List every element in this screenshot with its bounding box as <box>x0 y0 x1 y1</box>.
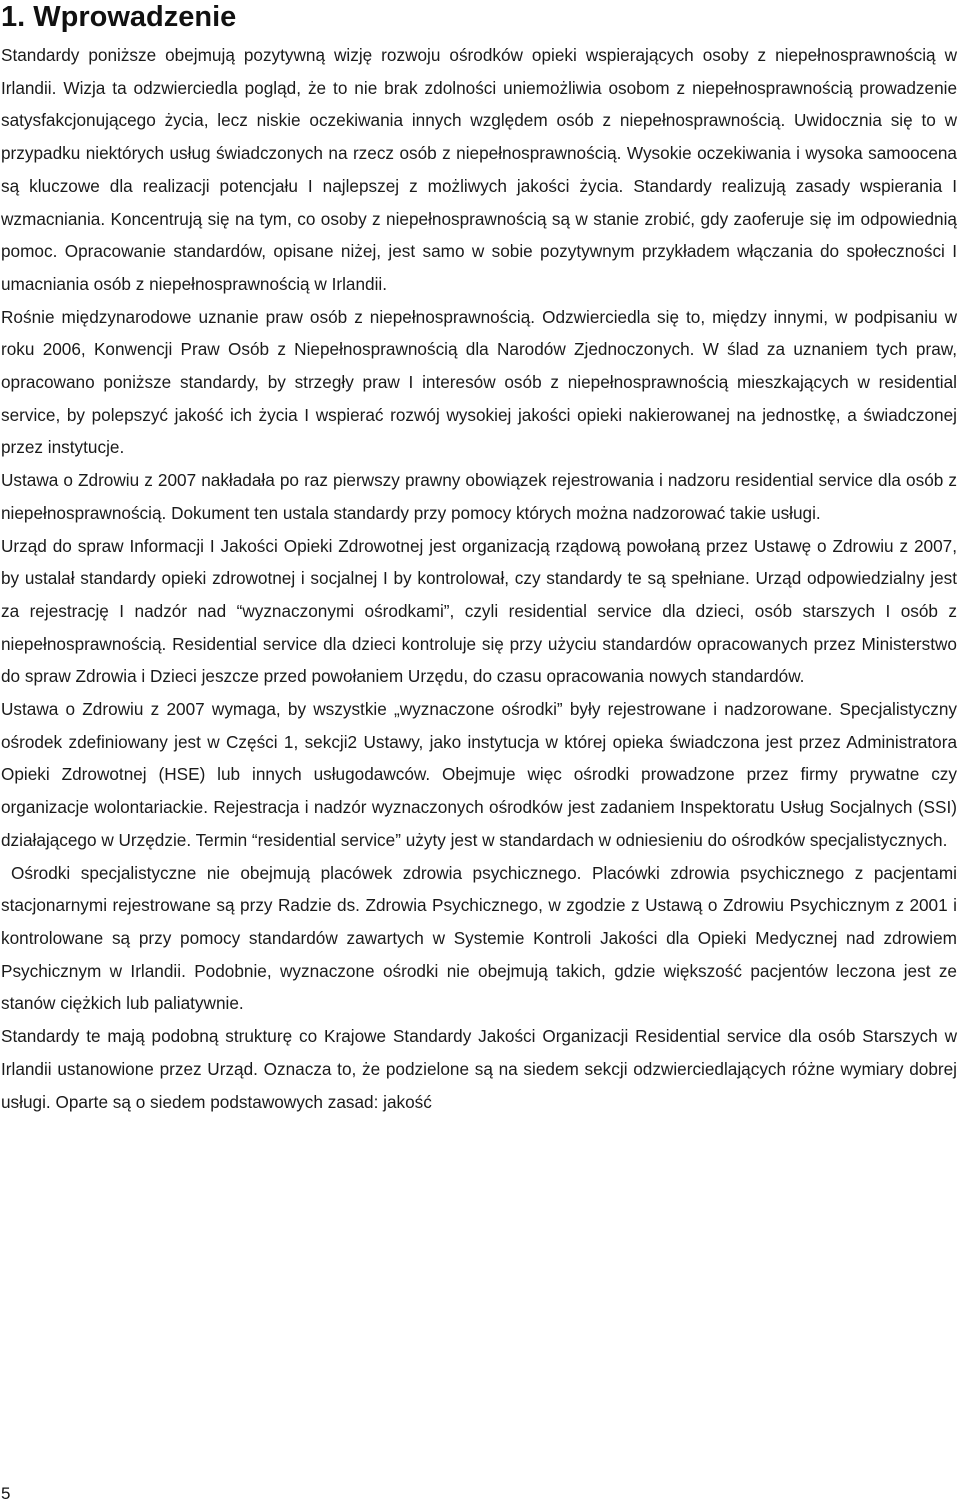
body-text <box>1 39 957 1118</box>
paragraph-3: Ustawa o Zdrowiu z 2007 nakładała po raz pierwszy prawny obowiązek rejestrowania i nadzoru residential service dla osób z niepełnosprawnością. Dokument ten ustala standardy przy pomocy których można nadzorować takie usługi. <box>1 470 957 523</box>
section-heading: 1. Wprowadzenie <box>1 1 237 33</box>
paragraph-5: Ustawa o Zdrowiu z 2007 wymaga, by wszystkie „wyznaczone ośrodki” były rejestrowane i nadzorowane. Specjalistyczny ośrodek zdefiniowany jest w Części 1, sekcji2 Ustawy, jako instytucja w której opieka świadczona jest przez Administratora Opieki Zdrowotnej (HSE) lub innych usługodawców. Obejmuje więc ośrodki prowadzone przez firmy prywatne czy organizacje wolontariackie. Rejestracja i nadzór wyznaczonych ośrodków jest zadaniem Inspektoratu Usług Socjalnych (SSI) działającego w Urzędzie. Termin “residential service” użyty jest w standardach w odniesieniu do ośrodków specjalistycznych. <box>1 699 957 850</box>
paragraph-4: Urząd do spraw Informacji I Jakości Opieki Zdrowotnej jest organizacją rządową powołaną przez Ustawę o Zdrowiu z 2007, by ustalał standardy opieki zdrowotnej i socjalnej I by kontrolował, czy standardy te są spełniane. Urząd odpowiedzialny jest za rejestrację I nadzór nad “wyznaczonymi ośrodkami”, czyli residential service dla dzieci, osób starszych I osób z niepełnosprawnością. Residential service dla dzieci kontroluje się przy użyciu standardów opracowanych przez Ministerstwo do spraw Zdrowia i Dzieci jeszcze przed powołaniem Urzędu, do czasu opracowania nowych standardów. <box>1 535 957 687</box>
paragraph-2: Rośnie międzynarodowe uznanie praw osób z niepełnosprawnością. Odzwierciedla się to, między innymi, w podpisaniu w roku 2006, Konwencji Praw Osób z Niepełnosprawnością dla Narodów Zjednoczonych. W ślad za uznaniem tych praw, opracowano poniższe standardy, by strzegły praw I interesów osób z niepełnosprawnością mieszkających w residential service, by polepszyć jakość ich życia I wspierać rozwój wysokiej jakości opieki nakierowanej na jednostkę, a świadczonej przez instytucje. <box>1 306 957 458</box>
paragraph-1: Standardy poniższe obejmują pozytywną wizję rozwoju ośrodków opieki wspierających osoby z niepełnosprawnością w Irlandii. Wizja ta odzwierciedla pogląd, że to nie brak zdolności uniemożliwia osobom z niepełnosprawnością prowadzenie satysfakcjonującego życia, lecz niskie oczekiwania innych względem osób z niepełnosprawnością. Uwidocznia się to w przypadku niektórych usług świadczonych na rzecz osób z niepełnosprawnością. Wysokie oczekiwania i wysoka samoocena są kluczowe dla realizacji potencjału I najlepszej z możliwych jakości życia. Standardy realizują zasady wspierania I wzmacniania. Koncentrują się na tym, co osoby z niepełnosprawnością są w stanie zrobić, gdy zaoferuje się im odpowiednią pomoc. Opracowanie standardów, opisane niżej, jest samo w sobie pozytywnym przykładem włączania do społeczności I umacniania osób z niepełnosprawnością w Irlandii. <box>1 45 957 294</box>
paragraph-6: Ośrodki specjalistyczne nie obejmują placówek zdrowia psychicznego. Placówki zdrowia psychicznego z pacjentami stacjonarnymi rejestrowane są przy Radzie ds. Zdrowia Psychicznego, w zgodzie z Ustawą o Zdrowiu Psychicznym z 2001 i kontrolowane są przy pomocy standardów zawartych w Systemie Kontroli Jakości dla Opieki Medycznej nad zdrowiem Psychicznym w Irlandii. Podobnie, wyznaczone ośrodki nie obejmują takich, gdzie większość pacjentów leczona jest ze stanów ciężkich lub paliatywnie. <box>1 862 957 1014</box>
page-number: 5 <box>1 1484 11 1503</box>
paragraph-7: Standardy te mają podobną strukturę co Krajowe Standardy Jakości Organizacji Residential service dla osób Starszych w Irlandii ustanowione przez Urząd. Oznacza to, że podzielone są na siedem sekcji odzwierciedlających różne wymiary dobrej usługi. Oparte są o siedem podstawowych zasad: jakość <box>1 1026 957 1112</box>
